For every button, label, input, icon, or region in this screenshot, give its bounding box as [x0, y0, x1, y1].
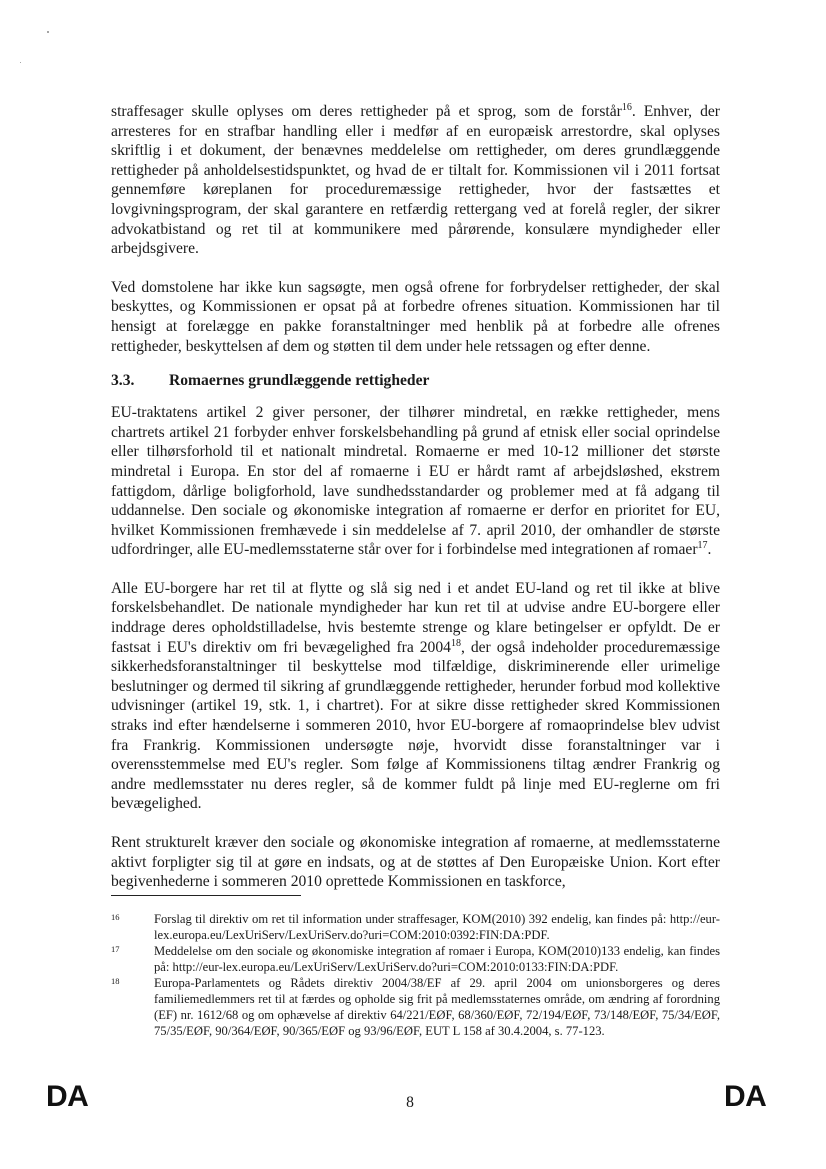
language-code-right: DA [724, 1080, 767, 1113]
footnote-number: 18 [111, 976, 120, 986]
footnote-ref-17[interactable]: 17 [697, 540, 708, 552]
footnote-text: Forslag til direktiv om ret til information under straffesager, KOM(2010) 392 endelig, kan findes på: http://eur-lex.europa.eu/LexUriServ/LexUriServ.do?uri=COM:2010:0392:FIN:DA:PDF. [154, 912, 720, 942]
language-code-left: DA [46, 1080, 89, 1113]
footnote-text: Meddelelse om den sociale og økonomiske integration af romaer i Europa, KOM(2010)133 endelig, kan findes på: http://eur-lex.europa.eu/LexUriServ/LexUriServ.do?uri=COM:2010:0133:FIN:DA:PDF. [154, 944, 720, 974]
footnote-17 [111, 943, 720, 975]
footnote-16 [111, 911, 720, 943]
paragraph-roma-integration: EU-traktatens artikel 2 giver personer, der tilhører mindretal, en række rettigheder, mens chartrets artikel 21 forbyder enhver forskelsbehandling på grund af etnisk eller social oprindelse eller tilhørsforhold til et nationalt mindretal. Romaerne er med 10-12 millioner det største mindretal i Europa. En stor del af romaerne i EU er hårdt ramt af arbejdsløshed, ekstrem fattigdom, dårlige boligforhold, lave sundhedsstandarder og problemer med at få adgang til uddannelse. Den sociale og økonomiske integration af romaerne er derfor en prioritet for EU, hvilket Kommissionen fremhævede i sin meddelelse af 7. april 2010, der omhandler de største udfordringer, alle EU-medlemsstaterne står over for i forbindelse med integrationen af romaer$^{17}$. [111, 404, 720, 559]
page-number: 8 [406, 1094, 414, 1111]
scan-speck [47, 31, 49, 33]
footnote-number: 17 [111, 944, 120, 954]
footnote-separator [111, 895, 301, 896]
paragraph-victims-rights: Ved domstolene har ikke kun sagsøgte, men også ofrene for forbrydelser rettigheder, der skal beskyttes, og Kommissionen er opsat på at forbedre ofrenes situation. Kommissionen har til hensigt at forelægge en pakke foranstaltninger med henblik på at forbedre alle ofrenes rettigheder, beskyttelsen af dem og støtten til dem under hele retssagen og efter denne. [111, 278, 720, 355]
footnotes [111, 911, 720, 1039]
section-title: Romaernes grundlæggende rettigheder [169, 372, 430, 390]
page-body [111, 102, 720, 892]
paragraph-rights-information: straffesager skulle oplyses om deres rettigheder på et sprog, som de forstår$^{16}$. Enhver, der arresteres for en strafbar handling eller i medfør af en europæisk arrestordre, skal oplyses skriftlig i et dokument, der benævnes meddelelse om rettigheder, om deres grundlæggende rettigheder på anholdelsestidspunktet, og hvad de er tiltalt for. Kommissionen vil i 2011 fortsat gennemføre køreplanen for proceduremæssige rettigheder, hvor der fastsættes et lovgivningsprogram, der skal garantere en retfærdig rettergang ved at forelå regler, der sikrer advokatbistand og ret til at kommunikere med pårørende, konsulære myndigheder eller arbejdsgivere. [111, 101, 720, 258]
section-heading [111, 371, 720, 391]
footnote-text: Europa-Parlamentets og Rådets direktiv 2004/38/EF af 29. april 2004 om unionsborgeres og deres familiemedlemmers ret til at færdes og opholde sig frit på medlemsstaternes område, om ændring af forordning (EF) nr. 1612/68 og om ophævelse af direktiv 64/221/EØF, 68/360/EØF, 72/194/EØF, 73/148/EØF, 75/34/EØF, 75/35/EØF, 90/364/EØF, 90/365/EØF og 93/96/EØF, EUT L 158 af 30.4.2004, s. 77-123. [154, 976, 720, 1038]
paragraph-structural-integration: Rent strukturelt kræver den sociale og økonomiske integration af romaerne, at medlemsstaterne aktivt forpligter sig til at gøre en indsats, og at de støttes af Den Europæiske Union. Kort efter begivenhederne i sommeren 2010 oprettede Kommissionen en taskforce, [111, 834, 720, 891]
paragraph-free-movement: Alle EU-borgere har ret til at flytte og slå sig ned i et andet EU-land og ret til ikke at blive forskelsbehandlet. De nationale myndigheder har kun ret til at udvise andre EU-borgere eller inddrage deres opholdstilladelse, hvis bestemte strenge og klare betingelser er opfyldt. De er fastsat i EU's direktiv om fri bevægelighed fra 2004$^{18}$, der også indeholder proceduremæssige sikkerhedsforanstaltninger til beskyttelse mod tilfældige, diskriminerende eller urimelige beslutninger og dermed til sikring af grundlæggende rettigheder, herunder forbud mod kollektive udvisninger (artikel 19, stk. 1, i chartret). For at sikre disse rettigheder skred Kommissionen straks ind efter hændelserne i sommeren 2010, hvor EU-borgere af romaoprindelse blev udvist fra Frankrig. Kommissionen undersøgte nøje, hvorvidt disse foranstaltninger var i overensstemmelse med EU's regler. Som følge af Kommissionens tiltag ændrer Frankrig og andre medlemsstater nu deres regler, så de kommer fuldt på linje med EU-reglerne om fri bevægelighed. [111, 579, 720, 813]
footnote-ref-16[interactable]: 16 [621, 101, 632, 113]
scan-speck [20, 62, 21, 63]
footnote-18 [111, 975, 720, 1039]
section-number: 3.3. [111, 372, 135, 390]
footnote-ref-18[interactable]: 18 [450, 637, 461, 649]
footnote-number: 16 [111, 912, 120, 922]
